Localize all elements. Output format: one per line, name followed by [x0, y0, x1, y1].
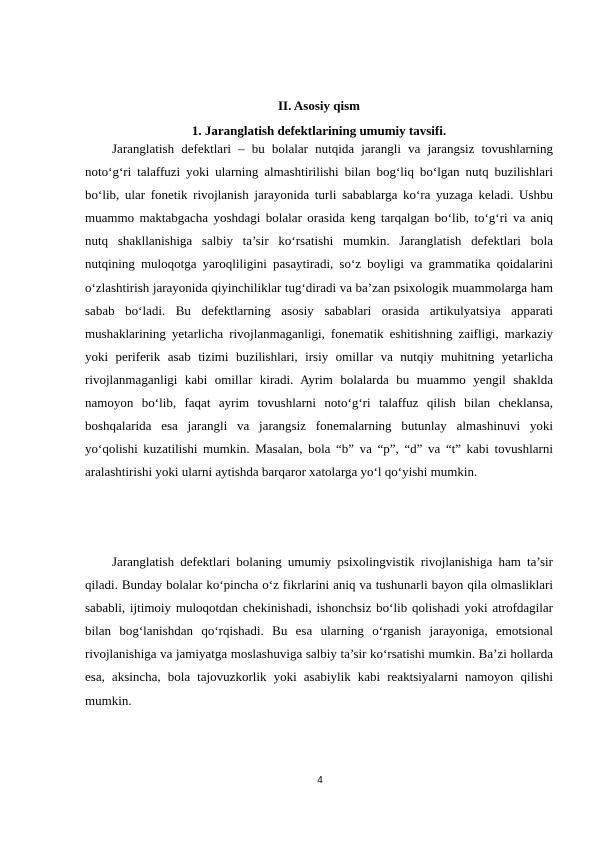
subsection-title: 1. Jaranglatish defektlarining umumiy tavsifi.: [191, 123, 447, 138]
section-title: II. Asosiy qism: [278, 98, 360, 113]
body-paragraph-2: Jaranglatish defektlari bolaning umumiy psixolingvistik rivojlanishiga ham ta’sir qiladi. Bunday bolalar ko‘pincha o‘z fikrlarini aniq va tushunarli bayon qila olmasliklari sababli, ijtimoiy muloqotdan chekinishadi, ishonchsiz bo‘lib qolishadi yoki atrofdagilar bilan bog‘lanishdan qo‘rqishadi. Bu esa ularning o‘rganish jarayoniga, emotsional rivojlanishiga va jamiyatga moslashuviga salbiy ta’sir ko‘rsatishi mumkin. Ba’zi hollarda esa, aksincha, bola tajovuzkorlik yoki asabiylik kabi reaktsiyalarni namoyon qilishi mumkin.: [85, 554, 553, 708]
page-number: 4: [317, 775, 323, 786]
body-paragraph-1: Jaranglatish defektlari – bu bolalar nutqida jarangli va jarangsiz tovushlarning noto‘g‘ri talaffuzi yoki ularning almashtirilishi bilan bog‘liq bo‘lgan nutq buzilishlari bo‘lib, ular fonetik rivojlanish jarayonida turli sabablarga ko‘ra yuzaga keladi. Ushbu muammo maktabgacha yoshdagi bolalar orasida keng tarqalgan bo‘lib, to‘g‘ri va aniq nutq shakllanishiga salbiy ta’sir ko‘rsatishi mumkin. Jaranglatish defektlari bola nutqining muloqotga yaroqliligini pasaytiradi, so‘z boyligi va grammatika qoidalarini o‘zlashtirish jarayonida qiyinchiliklar tug‘diradi va ba’zan psixologik muammolarga ham sabab bo‘ladi. Bu defektlarning asosiy sabablari orasida artikulyatsiya apparati mushaklarining yetarlicha rivojlanmaganligi, fonematik eshitishning zaifligi, markaziy yoki periferik asab tizimi buzilishlari, irsiy omillar va nutqiy muhitning yetarlicha rivojlanmaganligi kabi omillar kiradi. Ayrim bolalarda bu muammo yengil shaklda namoyon bo‘lib, faqat ayrim tovushlarni noto‘g‘ri talaffuz qilish bilan cheklansa, boshqalarida esa jarangli va jarangsiz fonemalarning butunlay almashinuvi yoki yo‘qolishi kuzatilishi mumkin. Masalan, bola “b” va “p”, “d” va “t” kabi tovushlarni aralashtirishi yoki ularni aytishda barqaror xatolarga yo‘l qo‘yishi mumkin.: [85, 141, 553, 480]
